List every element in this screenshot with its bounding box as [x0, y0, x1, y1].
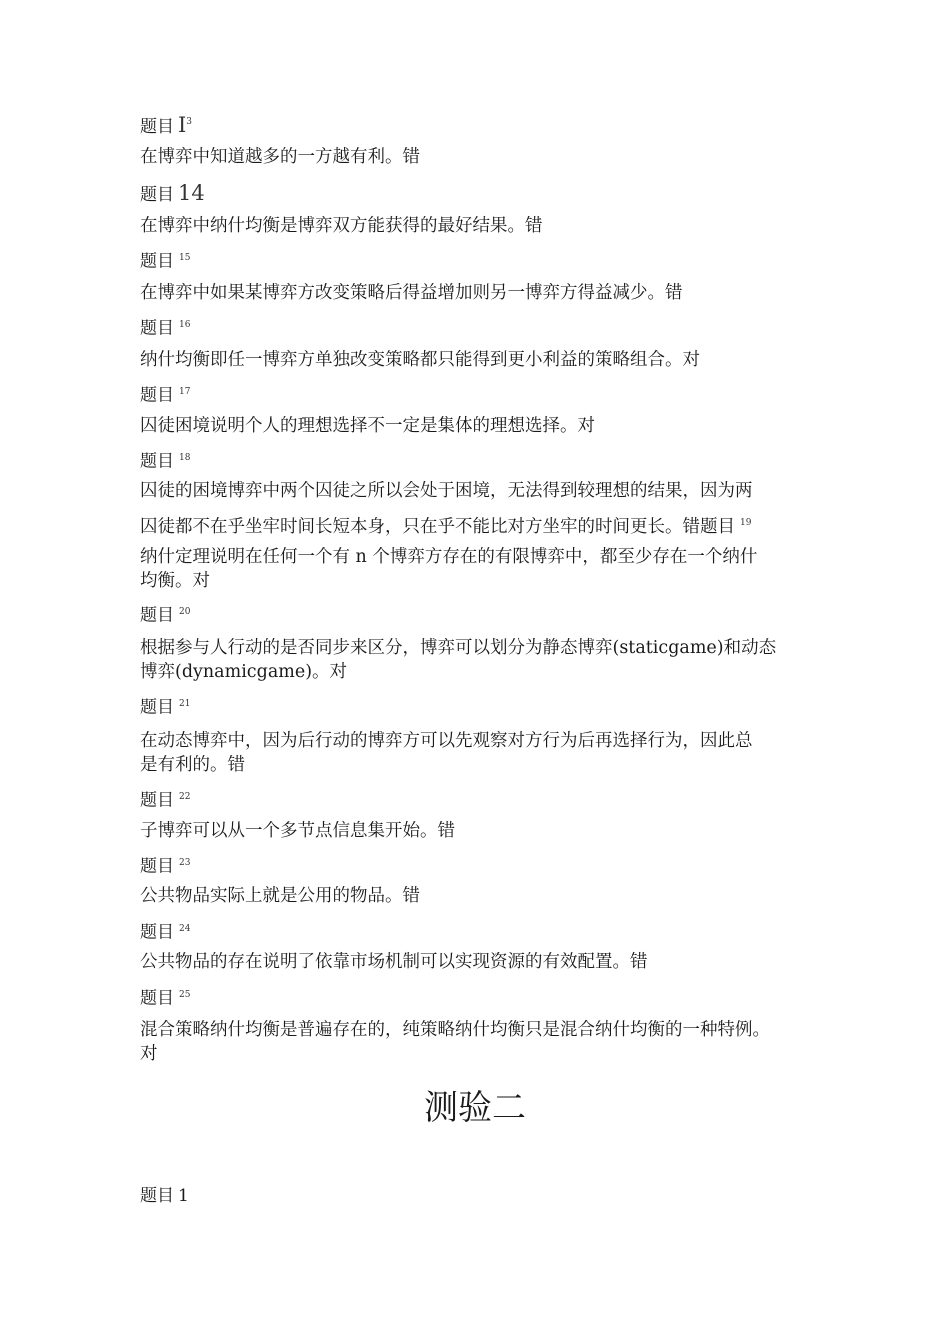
question-statement-text: 囚徒都不在乎坐牢时间长短本身，只在乎不能比对方坐牢的时间更长。错题目 [140, 516, 735, 537]
question-statement-18-line2 [140, 511, 751, 539]
question-label: 题目 [140, 697, 174, 718]
question-statement-17: 囚徒困境说明个人的理想选择不一定是集体的理想选择。对 [140, 416, 595, 436]
question-statement-24: 公共物品的存在说明了依靠市场机制可以实现资源的有效配置。错 [140, 952, 648, 972]
question-label: 题目 [140, 318, 174, 339]
question-label: 题目 [140, 922, 174, 943]
question-number-glyph: I [178, 113, 187, 137]
question-heading-1 [140, 1184, 189, 1208]
question-statement-20-line2: 博弈(dynamicgame)。对 [140, 662, 348, 682]
question-statement-22: 子博弈可以从一个多节点信息集开始。错 [140, 821, 455, 841]
question-label: 题目 [140, 605, 174, 626]
question-heading-21 [140, 692, 190, 720]
question-heading-15 [140, 246, 190, 274]
question-number: 17 [179, 387, 191, 397]
question-statement-19-line2: 均衡。对 [140, 571, 210, 591]
question-label: 题目 [140, 856, 174, 877]
question-heading-18 [140, 446, 190, 474]
question-number: 24 [179, 924, 191, 934]
question-label: 题目 [140, 790, 174, 811]
question-statement-19-line1: 纳什定理说明在任何一个有 n 个博弈方存在的有限博弈中，都至少存在一个纳什 [140, 547, 758, 567]
question-label: 题目 [140, 385, 174, 406]
question-label: 题目 [140, 117, 174, 137]
question-number: 16 [179, 320, 191, 330]
question-number: 23 [179, 858, 191, 868]
question-label: 题目 [140, 988, 174, 1009]
question-statement-21-line2: 是有利的。错 [140, 755, 245, 775]
question-heading-24 [140, 917, 190, 945]
question-heading-14 [140, 181, 205, 207]
question-statement-25-line2: 对 [140, 1044, 158, 1064]
question-number: 25 [179, 990, 191, 1000]
question-label: 题目 [140, 451, 174, 472]
question-statement-15: 在博弈中如果某博弈方改变策略后得益增加则另一博弈方得益减少。错 [140, 283, 683, 303]
question-label: 题目 [140, 251, 174, 272]
question-statement-25-line1: 混合策略纳什均衡是普遍存在的，纯策略纳什均衡只是混合纳什均衡的一种特例。 [140, 1020, 770, 1040]
question-statement-20-line1: 根据参与人行动的是否同步来区分，博弈可以划分为静态博弈(staticgame)和动态 [140, 638, 777, 658]
question-statement-14: 在博弈中纳什均衡是博弈双方能获得的最好结果。错 [140, 216, 543, 236]
question-number: 20 [179, 607, 191, 617]
question-number-19: 19 [740, 518, 752, 528]
question-number: 21 [179, 699, 191, 709]
question-statement-16: 纳什均衡即任一博弈方单独改变策略都只能得到更小利益的策略组合。对 [140, 350, 700, 370]
question-number [178, 113, 192, 137]
question-statement-13: 在博弈中知道越多的一方越有利。错 [140, 147, 420, 167]
question-label: 题目 [140, 185, 174, 205]
question-heading-25 [140, 983, 190, 1011]
question-heading-16 [140, 313, 190, 341]
question-number: 14 [178, 181, 205, 205]
question-number: 15 [179, 253, 191, 263]
question-number: 18 [179, 453, 191, 463]
question-statement-21-line1: 在动态博弈中，因为后行动的博弈方可以先观察对方行为后再选择行为，因此总 [140, 731, 753, 751]
question-heading-23 [140, 851, 190, 879]
question-statement-18-line1: 囚徒的困境博弈中两个囚徒之所以会处于困境，无法得到较理想的结果，因为两 [140, 481, 753, 501]
question-heading-20 [140, 600, 190, 628]
question-heading-17 [140, 380, 190, 408]
question-heading-13 [140, 110, 192, 139]
question-label: 题目 [140, 1186, 174, 1206]
question-heading-22 [140, 785, 190, 813]
question-number: 1 [178, 1186, 189, 1206]
question-statement-23: 公共物品实际上就是公用的物品。错 [140, 886, 420, 906]
section-title: 测验二 [424, 1088, 526, 1128]
question-number-sup: 3 [186, 117, 193, 127]
question-number: 22 [179, 792, 191, 802]
